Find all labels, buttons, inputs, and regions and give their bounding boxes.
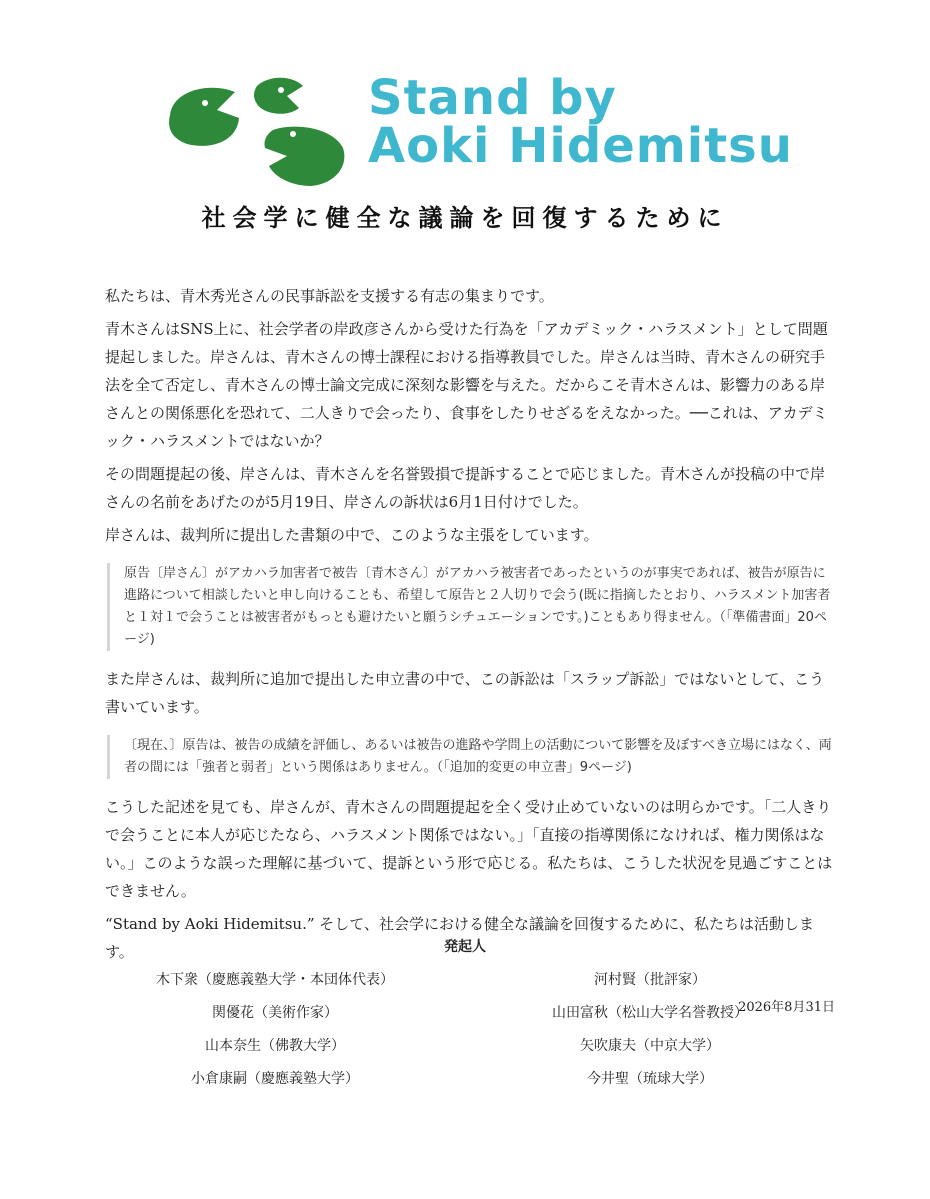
paragraph-intro: 私たちは、青木秀光さんの民事訴訟を支援する有志の集まりです。 [105, 287, 554, 305]
promoter-name: 河村賢（批評家） [594, 972, 706, 988]
statement-body [105, 282, 835, 1015]
brand-line1: Stand by [368, 70, 617, 126]
statement-date: 2026年8月31日 [738, 1000, 835, 1015]
paragraph-conclusion: こうした記述を見ても、岸さんが、青木さんの問題提起を全く受け止めていないのは明らかです。「二人きりで会うことに本人が応じたなら、ハラスメント関係ではない。」「直接の指導関係になければ、権力関係はない。」このような誤った理解に基づいて、提訴という形で応じる。私たちは、こうした状況を見過ごすことはできません。 [105, 798, 833, 900]
paragraph-closing: “Stand by Aoki Hidemitsu.” そして、社会学における健全な議論を回復するために、私たちは活動します。 [105, 915, 814, 961]
promoter-name: 今井聖（琉球大学） [587, 1071, 713, 1087]
promoters-section [0, 936, 930, 1112]
promoter-name: 小倉康嗣（慶應義塾大学） [191, 1071, 359, 1087]
brand-line2: Aoki Hidemitsu [368, 118, 793, 174]
promoter-name: 矢吹康夫（中京大学） [580, 1038, 720, 1054]
promoter-name: 木下衆（慶應義塾大学・本団体代表） [156, 972, 394, 988]
header [0, 0, 930, 250]
promoters-left-column [110, 972, 440, 1104]
promoters-title: 発起人 [444, 939, 486, 955]
promoter-name: 関優花（美術作家） [212, 1005, 338, 1021]
paragraph-claims: 岸さんは、裁判所に提出した書類の中で、このような主張をしています。 [105, 526, 599, 544]
paragraph-harassment: 青木さんはSNS上に、社会学者の岸政彦さんから受けた行為を「アカデミック・ハラスメント」として問題提起しました。岸さんは、青木さんの博士課程における指導教員でした。岸さんは当時、青木さんの研究手法を全て否定し、青木さんの博士論文完成に深刻な影響を与えた。だからこそ青木さんは、影響力のある岸さんとの関係悪化を恐れて、二人きりで会ったり、食事をしたりせざるをえなかった。──これは、アカデミック・ハラスメントではないか？ [105, 320, 828, 450]
quote-petition: 〔現在、〕原告は、被告の成績を評価し、あるいは被告の進路や学問上の活動について影響を及ぼすべき立場にはなく、両者の間には「強者と弱者」という関係はありません。（「追加的変更の申立書」9ページ) [107, 735, 835, 779]
brand-name [368, 70, 793, 174]
promoter-name: 山本奈生（佛教大学） [205, 1038, 345, 1054]
page-subtitle: 社会学に健全な議論を回復するために [201, 204, 729, 232]
promoter-name: 山田富秋（松山大学名誉教授） [552, 1005, 748, 1021]
promoters-right-column [485, 972, 815, 1104]
quote-brief: 原告〔岸さん〕がアカハラ加害者で被告〔青木さん〕がアカハラ被害者であったというのが事実であれば、被告が原告に進路について相談したいと申し向けることも、希望して原告と２人切りで会う(既に指摘したとおり、ハラスメント加害者と１対１で会うことは被害者がもっとも避けたいと願うシチュエーションです。)こともあり得ません。（「準備書面」20ページ) [107, 563, 835, 651]
logo-icon [165, 70, 350, 190]
paragraph-lawsuit: その問題提起の後、岸さんは、青木さんを名誉毀損で提訴することで応じました。青木さんが投稿の中で岸さんの名前をあげたのが5月19日、岸さんの訴状は6月1日付けでした。 [105, 465, 826, 511]
paragraph-slapp: また岸さんは、裁判所に追加で提出した申立書の中で、この訴訟は「スラップ訴訟」ではないとして、こう書いています。 [105, 670, 825, 716]
